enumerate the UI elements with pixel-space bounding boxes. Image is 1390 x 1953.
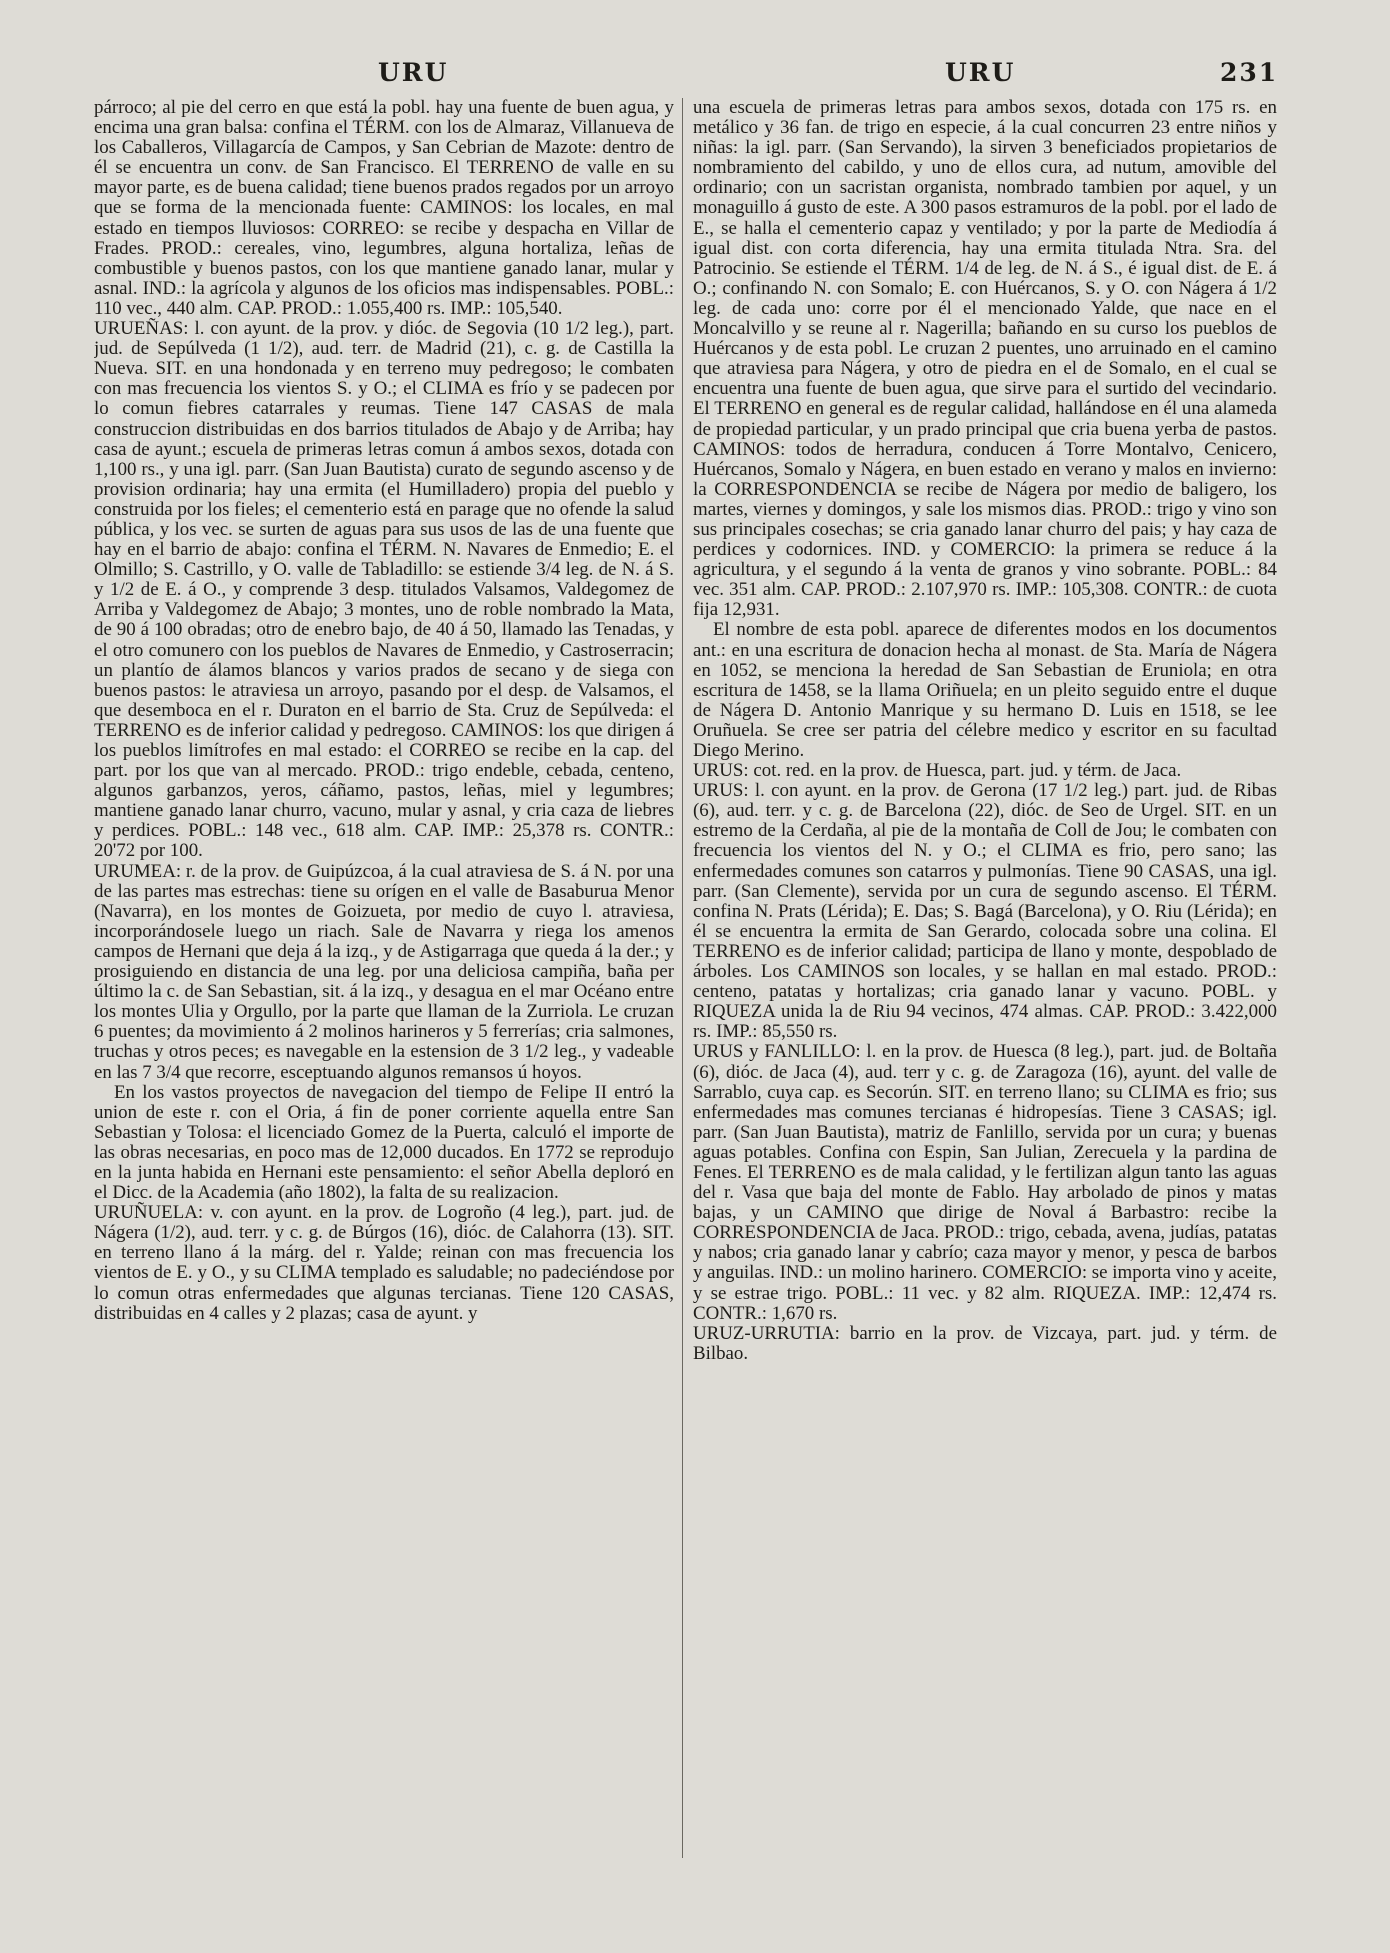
running-head-left: URU <box>378 58 449 87</box>
page-number: 231 <box>1220 58 1279 87</box>
right-column <box>693 98 1277 1858</box>
entry-paragraph: párroco; al pie del cerro en que está la pobl. hay una fuente de buen agua, y encima una gran balsa: confina el TÉRM. con los de Almaraz, Villanueva de los Caballeros, Villagarcía de Campos, y San Cebrian de Mazote: dentro de él se encuentra un conv. de San Francisco. El TERRENO de valle en su mayor parte, es de buena calidad; tiene buenos prados regados por un arroyo que se forma de la mencionada fuente: CAMINOS: los locales, en mal estado en tiempos lluviosos: CORREO: se recibe y despacha en Villar de Frades. PROD.: cereales, vino, legumbres, alguna hortaliza, leñas de combustible y buenos pastos, con los que mantiene ganado lanar, mular y asnal. IND.: la agrícola y algunos de los oficios mas indispensables. POBL.: 110 vec., 440 alm. CAP. PROD.: 1.055,400 rs. IMP.: 105,540. <box>94 98 674 319</box>
entry-urus-gerona: URUS: l. con ayunt. en la prov. de Gerona (17 1/2 leg.) part. jud. de Ribas (6), aud. terr. y c. g. de Barcelona (22), dióc. de Seo de Urgel. SIT. en un estremo de la Cerdaña, al pie de la montaña de Coll de Jou; le combaten con frecuencia los vientos del N. y O.; el CLIMA es frio, pero sano; las enfermedades comunes son catarros y pulmonías. Tiene 90 CASAS, una igl. parr. (San Clemente), servida por un cura de segundo ascenso. El TÉRM. confina N. Prats (Lérida); E. Das; S. Bagá (Barcelona), y O. Riu (Lérida); en él se encuentra la ermita de San Gerardo, colocada sobre una colina. El TERRENO es de inferior calidad; participa de llano y monte, despoblado de árboles. Los CAMINOS son locales, y se hallan en mal estado. PROD.: centeno, patatas y hortalizas; cria ganado lanar y vacuno. POBL. y RIQUEZA unida la de Riu 94 vecinos, 474 almas. CAP. PROD.: 3.422,000 rs. IMP.: 85,550 rs. <box>693 780 1277 1043</box>
entry-urunuela: URUÑUELA: v. con ayunt. en la prov. de Logroño (4 leg.), part. jud. de Nágera (1/2), aud. terr. y c. g. de Búrgos (16), dióc. de Calahorra (13). SIT. en terreno llano á la márg. del r. Yalde; reinan con mas frecuencia los vientos de E. y O., y su CLIMA templado es saludable; no padeciéndose por lo comun otras enfermedades que algunas tercianas. Tiene 120 CASAS, distribuidas en 4 calles y 2 plazas; casa de ayunt. y <box>94 1202 674 1324</box>
entry-urumea: URUMEA: r. de la prov. de Guipúzcoa, á la cual atraviesa de S. á N. por una de las partes mas estrechas: tiene su orígen en el valle de Basaburua Menor (Navarra), en los montes de Goizueta, por medio de cuyo l. atraviesa, incorporándosele luego un riach. Sale de Navarra y riega los amenos campos de Hernani que deja á la izq., y de Astigarraga que queda á la der.; y prosiguiendo en distancia de una leg. por una deliciosa campiña, baña per último la c. de San Sebastian, sit. á la izq., y desagua en el mar Océano entre los montes Ulia y Orgullo, por la parte que llaman de la Zurriola. Le cruzan 6 puentes; da movimiento á 2 molinos harineros y 5 ferrerías; cria salmones, truchas y otros peces; es navegable en la estension de 3 1/2 leg., y vadeable en las 7 3/4 que recorre, esceptuando algunos remansos ú hoyos. <box>94 860 674 1083</box>
entry-urumea-note: En los vastos proyectos de navegacion del tiempo de Felipe II entró la union de este r. con el Oria, á fin de poner corriente aquella entre San Sebastian y Tolosa: el licenciado Gomez de la Puerta, calculó el importe de las obras necesarias, en poco mas de 12,000 ducados. En 1772 se reprodujo en la junta habida en Hernani este pensamiento: el señor Abella deploró en el Dicc. de la Academia (año 1802), la falta de su realizacion. <box>94 1081 674 1204</box>
entry-urus-huesca: URUS: cot. red. en la prov. de Huesca, part. jud. y térm. de Jaca. <box>693 760 1182 782</box>
entry-urunuela-cont: una escuela de primeras letras para ambos sexos, dotada con 175 rs. en metálico y 36 fan. de trigo en especie, á la cual concurren 23 entre niños y niñas: la igl. parr. (San Servando), la sirven 3 beneficiados propietarios de nombramiento del cabildo, y uno de ellos cura, ad nutum, amovible del ordinario; con un sacristan organista, nombrado tambien por aquel, y un monaguillo á gusto de este. A 300 pasos estramuros de la pobl. por el lado de E., se halla el cementerio capaz y ventilado; y por la parte de Mediodía á igual dist. con corta diferencia, hay una ermita titulada Ntra. Sra. del Patrocinio. Se estiende el TÉRM. 1/4 de leg. de N. á S., é igual dist. de E. á O.; confinando N. con Somalo; E. con Huércanos, S. y O. con Nágera á 1/2 leg. de cada uno: corre por él el mencionado Yalde, que nace en el Moncalvillo y se reune al r. Nagerilla; bañando en su curso los pueblos de Huércanos y de esta pobl. Le cruzan 2 puentes, uno arruinado en el camino que atraviesa para Nágera, y otro de piedra en el de Somalo, en el cual se encuentra una fuente de buen agua, que sirve para el surtido del vecindario. El TERRENO en general es de regular calidad, hallándose en él una alameda de propiedad particular, y un prado principal que cria buena yerba de pastos. CAMINOS: todos de herradura, conducen á Torre Montalvo, Cenicero, Huércanos, Somalo y Nágera, en buen estado en verano y malos en invierno: la CORRESPONDENCIA se recibe de Nágera por medio de baligero, los martes, viernes y domingos, y sale los mismos dias. PROD.: trigo y vino son sus principales cosechas; se cria ganado lanar churro del pais; y hay caza de perdices y codornices. IND. y COMERCIO: la primera se reduce á la agricultura, y el segundo á la venta de granos y vino sobrante. POBL.: 84 vec. 351 alm. CAP. PROD.: 2.107,970 rs. IMP.: 105,308. CONTR.: de cuota fija 12,931. <box>693 98 1277 621</box>
entry-uruz-urrutia: URUZ-URRUTIA: barrio en la prov. de Vizcaya, part. jud. y térm. de Bilbao. <box>693 1322 1277 1364</box>
left-column <box>94 98 674 1858</box>
entry-uruenas: URUEÑAS: l. con ayunt. de la prov. y dióc. de Segovia (10 1/2 leg.), part. jud. de Sepúlveda (1 1/2), aud. terr. de Madrid (21), c. g. de Castilla la Nueva. SIT. en una hondonada y en terreno muy pedregoso; le combaten con mas frecuencia los vientos S. y O.; el CLIMA es frío y se padecen por lo comun fiebres catarrales y reumas. Tiene 147 CASAS de mala construccion distribuidas en dos barrios titulados de Abajo y de Arriba; hay casa de ayunt.; escuela de primeras letras comun á ambos sexos, dotada con 1,100 rs., y una igl. parr. (San Juan Bautista) curato de segundo ascenso y de provision ordinaria; hay una ermita (el Humilladero) propia del pueblo y construida por los fieles; el cementerio está en parage que no ofende la salud pública, y los vec. se surten de aguas para sus usos de las de una fuente que hay en el barrio de abajo: confina el TÉRM. N. Navares de Enmedio; E. el Olmillo; S. Castrillo, y O. valle de Tabladillo: se estiende 3/4 leg. de N. á S. y 1/2 de E. á O., y comprende 3 desp. titulados Valsamos, Valdegomez de Arriba y Valdegomez de Abajo; 3 montes, uno de roble nombrado la Mata, de 90 á 100 obradas; otro de enebro bajo, de 40 á 50, llamado las Tenadas, y el otro comunero con los pueblos de Navares de Enmedio, y Castroserracin; un plantío de álamos blancos y varios prados de secano y de siega con buenos pastos: le atraviesa un arroyo, pasando por el desp. de Valsamos, el que desemboca en el r. Duraton en el barrio de Sta. Cruz de Sepúlveda: el TERRENO es de inferior calidad y pedregoso. CAMINOS: los que dirigen á los pueblos limítrofes en mal estado: el CORREO se recibe en la cap. del part. por los que van al mercado. PROD.: trigo endeble, cebada, centeno, algunos garbanzos, yeros, cáñamo, pastos, leñas, miel y legumbres; mantiene ganado lanar churro, vacuno, mular y asnal, y cria caza de liebres y perdices. POBL.: 148 vec., 618 alm. CAP. IMP.: 25,378 rs. CONTR.: 20'72 por 100. <box>94 318 674 862</box>
entry-urus-fanlillo: URUS y FANLILLO: l. en la prov. de Huesca (8 leg.), part. jud. de Boltaña (6), dióc. de Jaca (4), aud. terr y c. g. de Zaragoza (16), ayunt. del valle de Sarrablo, cuya cap. es Secorún. SIT. en terreno llano; su CLIMA es frio; sus enfermedades mas comunes tercianas é hidropesías. Tiene 3 CASAS; igl. parr. (San Juan Bautista), matriz de Fanlillo, servida por un cura; y buenas aguas potables. Confina con Espin, San Julian, Zerecuela y la pardina de Fenes. El TERRENO es de mala calidad, y le fertilizan algun tanto las aguas del r. Vasa que baja del monte de Fablo. Hay arbolado de pinos y matas bajas, y un CAMINO que dirige de Noval á Barbastro: recibe la CORRESPONDENCIA de Jaca. PROD.: trigo, cebada, avena, judías, patatas y nabos; cria ganado lanar y cabrío; caza mayor y menor, y pesca de barbos y anguilas. IND.: un molino harinero. COMERCIO: se importa vino y aceite, y se estrae trigo. POBL.: 11 vec. y 82 alm. RIQUEZA. IMP.: 12,474 rs. CONTR.: 1,670 rs. <box>693 1041 1277 1324</box>
column-divider <box>682 98 683 1858</box>
entry-urunuela-note: El nombre de esta pobl. aparece de diferentes modos en los documentos ant.: en una escritura de donacion hecha al monast. de Sta. María de Nágera en 1052, se menciona la heredad de San Sebastian de Eruniola; en otra escritura de 1458, se la llama Oriñuela; en un pleito seguido entre el duque de Nágera D. Antonio Manrique y su hermano D. Luis en 1518, se lee Oruñuela. Se cree ser patria del célebre medico y escritor en su facultad Diego Merino. <box>693 619 1277 761</box>
running-head-right: URU <box>945 58 1016 87</box>
